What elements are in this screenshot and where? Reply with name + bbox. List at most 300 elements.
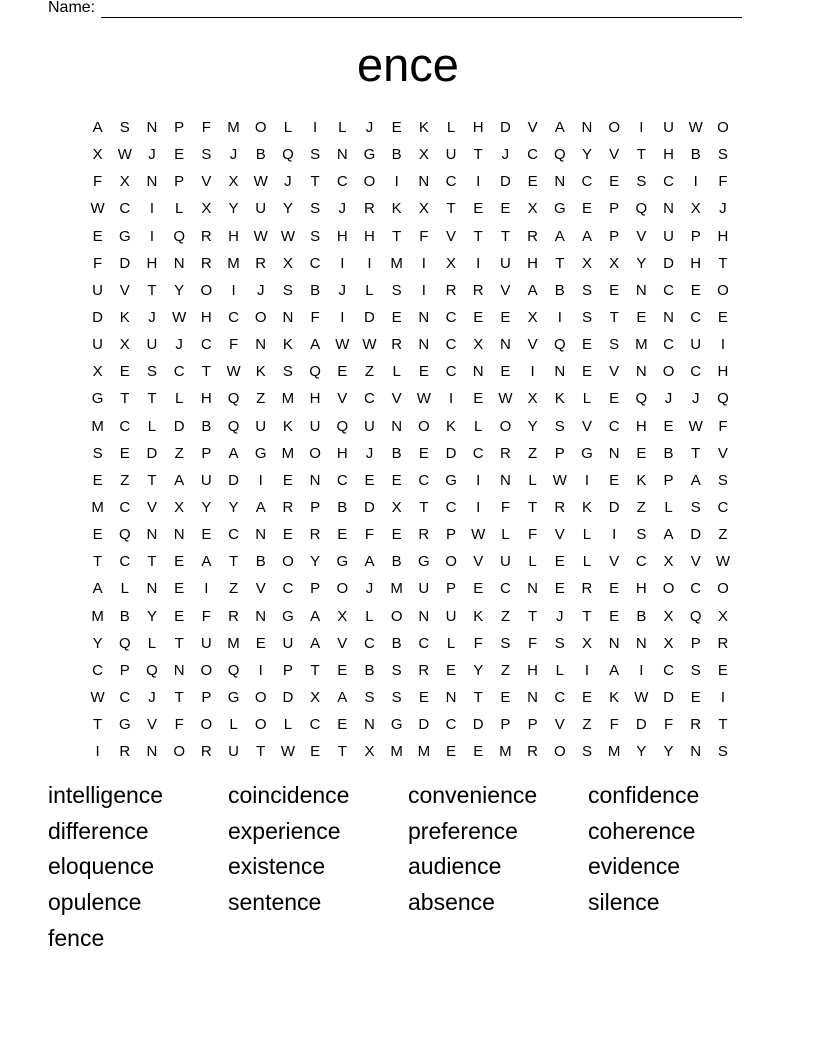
grid-letter: W bbox=[498, 390, 513, 408]
grid-letter: R bbox=[309, 526, 321, 544]
grid-letter: E bbox=[446, 743, 457, 761]
grid-letter: M bbox=[91, 499, 104, 517]
grid-letter: L bbox=[120, 580, 129, 598]
grid-letter: D bbox=[635, 716, 647, 734]
grid-letter: B bbox=[554, 281, 565, 299]
grid-letter: S bbox=[119, 119, 130, 137]
grid-letter: F bbox=[201, 119, 211, 137]
grid-letter: A bbox=[609, 661, 620, 679]
grid-letter: U bbox=[445, 607, 457, 625]
grid-letter: I bbox=[258, 661, 263, 679]
grid-letter: E bbox=[282, 471, 293, 489]
grid-letter: G bbox=[363, 146, 376, 164]
grid-letter: V bbox=[527, 336, 538, 354]
grid-letter: W bbox=[253, 227, 268, 245]
grid-letter: T bbox=[446, 200, 456, 218]
grid-letter: C bbox=[200, 336, 212, 354]
grid-letter: Y bbox=[636, 743, 647, 761]
grid-letter: C bbox=[663, 281, 674, 299]
grid-letter: E bbox=[636, 444, 647, 462]
grid-letter: N bbox=[418, 173, 430, 191]
grid-letter: N bbox=[255, 607, 267, 625]
grid-letter: M bbox=[607, 743, 621, 761]
grid-letter: H bbox=[527, 254, 539, 272]
grid-letter: B bbox=[663, 444, 674, 462]
grid-letter: I bbox=[476, 471, 481, 489]
name-label: Name: bbox=[48, 0, 96, 16]
grid-letter: X bbox=[527, 309, 538, 327]
grid-letter: I bbox=[421, 281, 426, 299]
grid-letter: E bbox=[255, 634, 266, 652]
grid-letter: B bbox=[391, 634, 402, 652]
grid-letter: H bbox=[635, 580, 647, 598]
grid-letter: L bbox=[147, 634, 157, 652]
grid-letter: N bbox=[418, 309, 430, 327]
grid-letter: Q bbox=[635, 200, 648, 218]
grid-letter: C bbox=[418, 634, 430, 652]
grid-letter: X bbox=[391, 499, 402, 517]
grid-letter: T bbox=[636, 146, 646, 164]
grid-letter: I bbox=[612, 526, 617, 544]
grid-letter: S bbox=[581, 281, 592, 299]
grid-letter: B bbox=[201, 417, 212, 435]
grid-letter: J bbox=[284, 173, 292, 191]
grid-letter: B bbox=[119, 607, 130, 625]
grid-letter: E bbox=[201, 526, 212, 544]
grid-letter: N bbox=[173, 661, 185, 679]
grid-letter: X bbox=[337, 607, 348, 625]
grid-letter: I bbox=[476, 254, 481, 272]
grid-letter: I bbox=[476, 173, 481, 191]
grid-letter: N bbox=[527, 580, 539, 598]
grid-letter: J bbox=[719, 200, 727, 218]
grid-letter: W bbox=[226, 363, 241, 381]
grid-letter: R bbox=[527, 743, 539, 761]
grid-letter: L bbox=[174, 390, 184, 408]
grid-letter: Z bbox=[256, 390, 266, 408]
grid-letter: C bbox=[445, 309, 457, 327]
grid-letter: X bbox=[418, 146, 429, 164]
grid-letter: J bbox=[556, 607, 564, 625]
grid-letter: H bbox=[228, 227, 239, 245]
grid-letter: R bbox=[391, 336, 403, 354]
grid-letter: F bbox=[500, 499, 510, 517]
grid-letter: I bbox=[584, 471, 590, 489]
grid-letter: R bbox=[527, 227, 539, 245]
grid-letter: L bbox=[283, 716, 293, 734]
grid-letter: S bbox=[717, 743, 728, 761]
grid-letter: D bbox=[663, 254, 674, 272]
grid-letter: W bbox=[90, 200, 105, 218]
grid-letter: I bbox=[476, 499, 481, 517]
grid-letter: O bbox=[254, 716, 267, 734]
grid-letter: E bbox=[500, 689, 511, 707]
grid-letter: X bbox=[92, 363, 103, 381]
grid-letter: D bbox=[173, 417, 185, 435]
grid-letter: E bbox=[717, 309, 728, 327]
grid-letter: Q bbox=[309, 363, 321, 381]
grid-letter: U bbox=[146, 336, 158, 354]
grid-letter: G bbox=[91, 390, 104, 408]
grid-letter: X bbox=[717, 607, 728, 625]
grid-letter: Q bbox=[553, 336, 566, 354]
grid-letter: V bbox=[717, 444, 728, 462]
grid-letter: X bbox=[581, 634, 592, 652]
grid-letter: M bbox=[281, 390, 295, 408]
grid-letter: T bbox=[392, 227, 402, 245]
grid-letter: V bbox=[500, 281, 511, 299]
grid-letter: U bbox=[255, 200, 267, 218]
grid-letter: H bbox=[364, 227, 375, 245]
grid-letter: U bbox=[663, 119, 674, 137]
grid-letter: L bbox=[446, 119, 456, 137]
grid-letter: I bbox=[720, 336, 725, 354]
grid-letter: O bbox=[717, 580, 729, 598]
grid-letter: F bbox=[419, 227, 429, 245]
grid-letter: N bbox=[635, 634, 647, 652]
grid-letter: Z bbox=[364, 363, 375, 381]
grid-letter: E bbox=[174, 607, 185, 625]
grid-letter: E bbox=[609, 173, 620, 191]
grid-letter: L bbox=[582, 390, 592, 408]
grid-letter: Y bbox=[92, 634, 103, 652]
grid-letter: Y bbox=[663, 743, 674, 761]
grid-letter: A bbox=[581, 227, 592, 245]
grid-letter: W bbox=[634, 689, 649, 707]
grid-letter: E bbox=[364, 471, 375, 489]
grid-letter: Y bbox=[174, 281, 185, 299]
grid-letter: I bbox=[367, 254, 372, 272]
word-bank-item: intelligence bbox=[48, 782, 164, 808]
grid-letter: L bbox=[365, 281, 374, 299]
grid-letter: C bbox=[336, 173, 348, 191]
grid-letter: M bbox=[390, 743, 403, 761]
grid-letter: P bbox=[310, 499, 321, 517]
grid-letter: C bbox=[527, 146, 539, 164]
grid-letter: S bbox=[391, 661, 402, 679]
word-bank-item: evidence bbox=[588, 853, 681, 880]
grid-letter: A bbox=[228, 444, 239, 462]
grid-letter: E bbox=[337, 661, 348, 679]
grid-letter: Y bbox=[146, 607, 157, 625]
grid-letter: Z bbox=[528, 444, 538, 462]
word-bank-item: preference bbox=[408, 817, 518, 844]
grid-letter: P bbox=[174, 173, 185, 191]
grid-letter: L bbox=[283, 119, 293, 137]
grid-letter: I bbox=[557, 309, 562, 327]
grid-letter: T bbox=[310, 173, 320, 191]
grid-letter: P bbox=[663, 471, 674, 489]
grid-letter: C bbox=[445, 363, 457, 381]
grid-letter: T bbox=[147, 281, 157, 299]
grid-letter: L bbox=[664, 499, 673, 517]
grid-letter: V bbox=[119, 281, 130, 299]
grid-letter: X bbox=[310, 689, 321, 707]
grid-letter: X bbox=[228, 173, 239, 191]
word-bank-item: audience bbox=[408, 853, 502, 880]
grid-letter: X bbox=[282, 254, 293, 272]
grid-letter: R bbox=[418, 526, 430, 544]
grid-letter: A bbox=[690, 471, 701, 489]
grid-letter: T bbox=[228, 553, 239, 571]
grid-letter: N bbox=[663, 309, 674, 327]
grid-letter: P bbox=[609, 227, 620, 245]
page-title: ence bbox=[357, 38, 459, 91]
grid-letter: E bbox=[92, 227, 103, 245]
grid-letter: C bbox=[228, 309, 239, 327]
grid-letter: O bbox=[254, 689, 267, 707]
grid-letter: C bbox=[608, 417, 620, 435]
grid-letter: C bbox=[690, 309, 702, 327]
grid-letter: S bbox=[554, 417, 565, 435]
grid-letter: T bbox=[473, 146, 483, 164]
grid-letter: Y bbox=[201, 499, 212, 517]
grid-letter: U bbox=[255, 417, 267, 435]
grid-letter: E bbox=[418, 689, 429, 707]
grid-letter: N bbox=[527, 689, 539, 707]
grid-letter: R bbox=[717, 634, 729, 652]
grid-letter: T bbox=[718, 716, 728, 734]
grid-letter: C bbox=[119, 200, 131, 218]
grid-letter: D bbox=[92, 309, 104, 327]
grid-letter: T bbox=[500, 227, 510, 245]
grid-letter: O bbox=[254, 119, 267, 137]
grid-letter: Q bbox=[227, 661, 240, 679]
grid-letter: Q bbox=[717, 390, 729, 408]
grid-letter: Y bbox=[636, 254, 647, 272]
grid-letter: E bbox=[391, 526, 402, 544]
grid-letter: C bbox=[499, 580, 511, 598]
word-bank-item: fence bbox=[48, 924, 105, 951]
grid-letter: V bbox=[391, 390, 402, 408]
grid-letter: I bbox=[204, 580, 209, 598]
word-bank-item: coherence bbox=[588, 817, 696, 844]
grid-letter: U bbox=[92, 336, 104, 354]
grid-letter: Y bbox=[473, 661, 484, 679]
grid-letter: S bbox=[636, 173, 647, 191]
grid-letter: S bbox=[717, 146, 728, 164]
grid-letter: J bbox=[365, 444, 374, 462]
grid-letter: H bbox=[200, 309, 212, 327]
grid-letter: X bbox=[609, 254, 620, 272]
grid-letter: M bbox=[227, 254, 240, 272]
grid-letter: R bbox=[418, 661, 430, 679]
grid-letter: O bbox=[662, 580, 675, 598]
grid-letter: D bbox=[499, 119, 511, 137]
grid-letter: O bbox=[254, 309, 267, 327]
grid-letter: L bbox=[392, 363, 401, 381]
grid-letter: P bbox=[446, 526, 457, 544]
grid-letter: U bbox=[92, 281, 104, 299]
grid-letter: W bbox=[471, 526, 486, 544]
grid-letter: O bbox=[309, 444, 321, 462]
grid-letter: L bbox=[474, 417, 483, 435]
grid-letter: N bbox=[581, 119, 593, 137]
grid-letter: Q bbox=[227, 390, 240, 408]
grid-letter: P bbox=[500, 716, 511, 734]
grid-letter: E bbox=[609, 607, 620, 625]
grid-letter: W bbox=[335, 336, 350, 354]
grid-letter: F bbox=[364, 526, 375, 544]
grid-letter: E bbox=[581, 689, 592, 707]
grid-letter: S bbox=[391, 281, 402, 299]
grid-letter: N bbox=[336, 146, 348, 164]
grid-letter: V bbox=[527, 119, 538, 137]
grid-letter: I bbox=[95, 743, 100, 761]
grid-letter: G bbox=[118, 716, 131, 734]
grid-letter: K bbox=[282, 417, 293, 435]
grid-letter: T bbox=[93, 716, 103, 734]
grid-letter: E bbox=[92, 471, 103, 489]
grid-letter: H bbox=[690, 254, 702, 272]
grid-letter: A bbox=[364, 553, 375, 571]
grid-letter: X bbox=[446, 254, 457, 272]
grid-letter: Y bbox=[310, 553, 321, 571]
grid-letter: C bbox=[364, 390, 375, 408]
grid-letter: A bbox=[310, 634, 321, 652]
grid-letter: L bbox=[338, 119, 347, 137]
grid-letter: O bbox=[282, 553, 294, 571]
grid-letter: C bbox=[309, 716, 321, 734]
grid-letter: G bbox=[227, 689, 240, 707]
grid-letter: W bbox=[280, 743, 295, 761]
grid-letter: C bbox=[445, 499, 457, 517]
grid-letter: T bbox=[691, 444, 701, 462]
grid-letter: C bbox=[472, 444, 484, 462]
grid-letter: D bbox=[608, 499, 620, 517]
grid-letter: T bbox=[609, 309, 619, 327]
grid-letter: N bbox=[608, 444, 620, 462]
grid-letter: V bbox=[690, 553, 701, 571]
grid-letter: A bbox=[554, 227, 565, 245]
grid-letter: K bbox=[418, 119, 429, 137]
grid-letter: Q bbox=[689, 607, 702, 625]
grid-letter: T bbox=[174, 634, 184, 652]
grid-letter: D bbox=[690, 526, 702, 544]
grid-letter: G bbox=[118, 227, 131, 245]
word-bank-item: experience bbox=[228, 817, 341, 844]
grid-letter: V bbox=[554, 716, 565, 734]
grid-letter: I bbox=[693, 173, 698, 191]
grid-letter: K bbox=[581, 499, 592, 517]
grid-letter: D bbox=[445, 444, 457, 462]
grid-letter: U bbox=[282, 634, 294, 652]
grid-letter: K bbox=[609, 689, 620, 707]
grid-letter: S bbox=[581, 309, 592, 327]
grid-letter: F bbox=[310, 309, 320, 327]
grid-letter: E bbox=[500, 309, 511, 327]
grid-letter: C bbox=[690, 580, 702, 598]
grid-letter: B bbox=[255, 553, 266, 571]
grid-letter: E bbox=[663, 417, 674, 435]
grid-letter: N bbox=[282, 309, 294, 327]
grid-letter: J bbox=[229, 146, 238, 164]
grid-letter: A bbox=[310, 607, 321, 625]
grid-letter: O bbox=[717, 281, 729, 299]
grid-letter: B bbox=[636, 607, 647, 625]
grid-letter: T bbox=[473, 689, 483, 707]
grid-letter: R bbox=[364, 200, 375, 218]
grid-letter: A bbox=[527, 281, 538, 299]
grid-letter: U bbox=[228, 743, 239, 761]
grid-letter: W bbox=[117, 146, 132, 164]
grid-letter: I bbox=[584, 661, 590, 679]
grid-letter: K bbox=[554, 390, 565, 408]
grid-letter: E bbox=[500, 200, 511, 218]
grid-letter: J bbox=[148, 146, 156, 164]
grid-letter: E bbox=[310, 743, 321, 761]
grid-letter: L bbox=[501, 526, 510, 544]
grid-letter: Y bbox=[282, 200, 293, 218]
grid-letter: J bbox=[691, 390, 700, 408]
grid-letter: V bbox=[255, 580, 266, 598]
grid-letter: O bbox=[336, 580, 349, 598]
grid-letter: M bbox=[91, 607, 104, 625]
grid-letter: N bbox=[445, 689, 457, 707]
grid-letter: E bbox=[636, 309, 647, 327]
grid-letter: N bbox=[472, 363, 484, 381]
grid-letter: Z bbox=[582, 716, 592, 734]
grid-letter: I bbox=[448, 390, 454, 408]
grid-letter: U bbox=[690, 336, 702, 354]
grid-letter: R bbox=[581, 580, 593, 598]
grid-letter: J bbox=[175, 336, 183, 354]
grid-letter: H bbox=[200, 390, 212, 408]
grid-letter: X bbox=[663, 553, 674, 571]
grid-letter: O bbox=[200, 281, 213, 299]
grid-letter: E bbox=[554, 553, 565, 571]
grid-letter: U bbox=[418, 580, 430, 598]
grid-letter: Q bbox=[146, 661, 158, 679]
grid-letter: C bbox=[119, 499, 131, 517]
grid-letter: O bbox=[553, 743, 566, 761]
grid-letter: E bbox=[500, 363, 511, 381]
grid-letter: V bbox=[446, 227, 457, 245]
grid-letter: F bbox=[528, 634, 538, 652]
grid-letter: W bbox=[688, 417, 703, 435]
grid-letter: P bbox=[201, 444, 212, 462]
grid-letter: O bbox=[717, 119, 729, 137]
grid-letter: C bbox=[119, 553, 131, 571]
grid-letter: D bbox=[146, 444, 158, 462]
grid-letter: V bbox=[146, 499, 157, 517]
grid-letter: F bbox=[93, 254, 103, 272]
grid-letter: T bbox=[256, 743, 266, 761]
grid-letter: D bbox=[119, 254, 131, 272]
letter-grid bbox=[84, 114, 737, 765]
grid-letter: C bbox=[635, 553, 647, 571]
grid-letter: Z bbox=[228, 580, 239, 598]
grid-letter: X bbox=[581, 254, 592, 272]
grid-letter: P bbox=[690, 634, 701, 652]
grid-letter: J bbox=[148, 309, 156, 327]
grid-letter: H bbox=[635, 417, 647, 435]
grid-letter: Z bbox=[500, 607, 510, 625]
grid-letter: J bbox=[338, 281, 347, 299]
grid-letter: P bbox=[609, 200, 620, 218]
grid-letter: V bbox=[337, 390, 348, 408]
grid-letter: X bbox=[663, 607, 674, 625]
grid-letter: S bbox=[609, 336, 620, 354]
grid-letter: E bbox=[581, 363, 592, 381]
grid-letter: T bbox=[120, 390, 130, 408]
grid-letter: S bbox=[636, 526, 647, 544]
grid-letter: T bbox=[528, 499, 538, 517]
grid-letter: X bbox=[663, 634, 674, 652]
grid-letter: F bbox=[93, 173, 103, 191]
grid-letter: N bbox=[146, 526, 158, 544]
grid-letter: C bbox=[445, 716, 457, 734]
